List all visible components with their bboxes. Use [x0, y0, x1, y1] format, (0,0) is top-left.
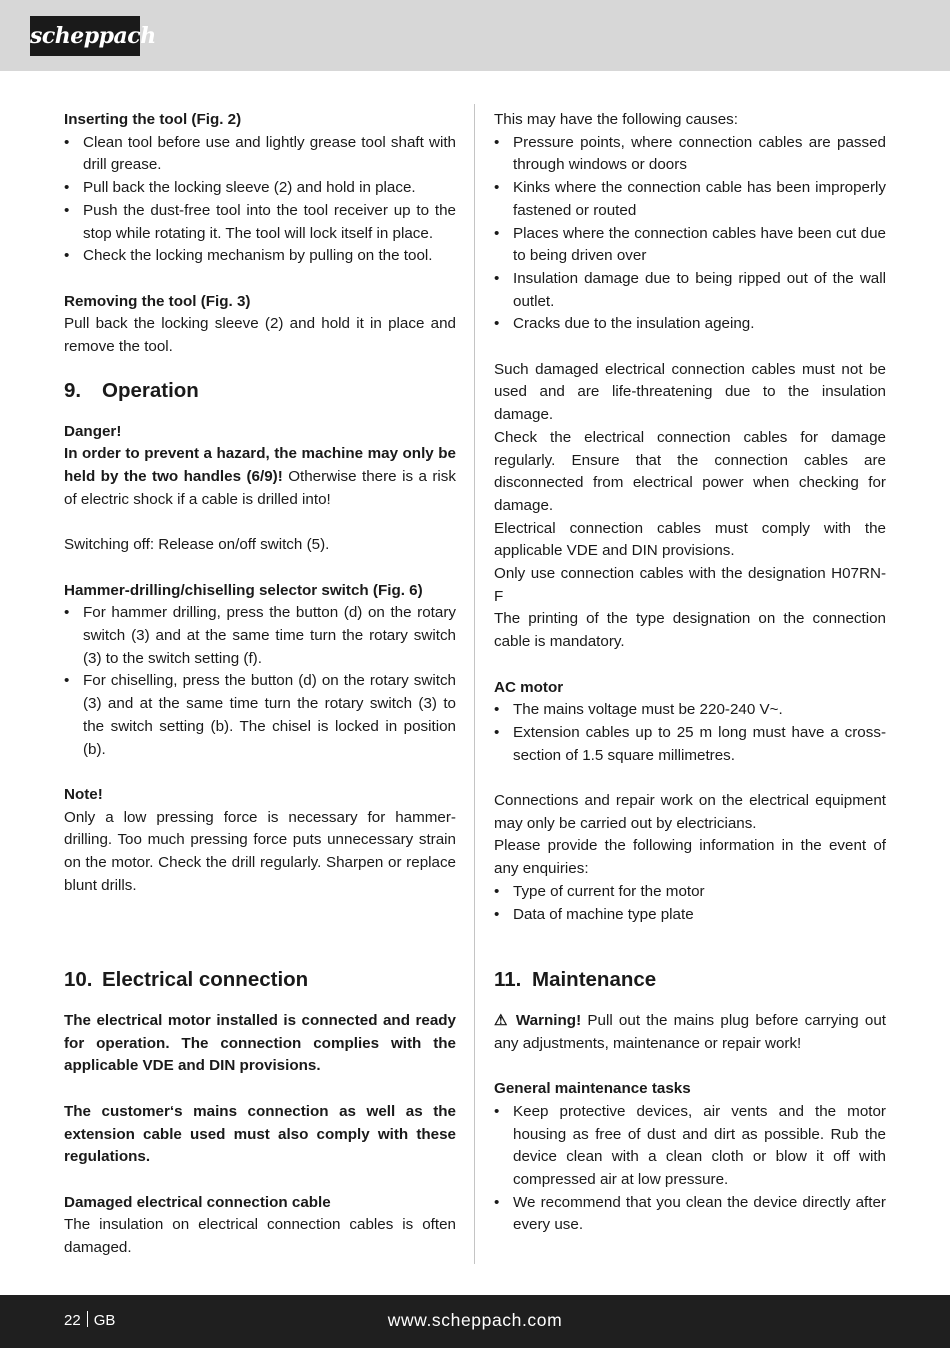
- remove-title: Removing the tool (Fig. 3): [64, 292, 251, 310]
- enquiry-text: Please provide the following information in the event of any enquiries:: [494, 837, 886, 878]
- list-item: • Places where the connection cables have been cut due to being driven over: [494, 223, 886, 268]
- list-item: • Extension cables up to 25 m long must have a cross-section of 1.5 square millimetres.: [494, 722, 886, 767]
- language-code: GB: [93, 1312, 116, 1329]
- electrical-bold-2: The customer‘s mains connection as well as the extension cable used must also comply with these regulations.: [64, 1102, 456, 1166]
- section-heading-maintenance: [494, 965, 886, 1010]
- list-item: • For hammer drilling, press the button (d) on the rotary switch (3) and at the same time turn the rotary switch (3) to the switch setting (f).: [64, 602, 456, 670]
- causes-list: [494, 132, 886, 336]
- repair-text: Connections and repair work on the electrical equipment may only be carried out by electricians.: [494, 792, 886, 832]
- maintenance-list: [494, 1101, 886, 1237]
- list-item: • Pressure points, where connection cables are passed through windows or doors: [494, 132, 886, 177]
- list-item: • We recommend that you clean the device directly after every use.: [494, 1192, 886, 1237]
- printing-text: The printing of the type designation on the connection cable is mandatory.: [494, 610, 886, 651]
- list-item: • Type of current for the motor: [494, 881, 886, 904]
- left-column: [64, 109, 456, 897]
- ac-motor-title: AC motor: [494, 678, 564, 696]
- column-divider: [474, 104, 475, 1264]
- section-title: Maintenance: [532, 968, 657, 991]
- list-item: • Data of machine type plate: [494, 904, 886, 927]
- scheppach-logo: scheppach: [30, 16, 140, 56]
- list-item: • Kinks where the connection cable has been improperly fastened or routed: [494, 177, 886, 222]
- remove-text: Pull back the locking sleeve (2) and hold it in place and remove the tool.: [64, 315, 456, 356]
- list-item: • Check the locking mechanism by pulling on the tool.: [64, 245, 456, 268]
- section-heading-electrical: [64, 965, 456, 1010]
- check-text: Check the electrical connection cables for damage regularly. Ensure that the connection cables are disconnected from electrical power when checking for damage.: [494, 428, 886, 514]
- list-item: • Insulation damage due to being ripped out of the wall outlet.: [494, 268, 886, 313]
- section-heading-operation: [64, 376, 456, 421]
- selector-list: [64, 602, 456, 761]
- maintenance-section: [494, 965, 886, 1237]
- warning-paragraph: [494, 1010, 886, 1055]
- website-url: www.scheppach.com: [387, 1310, 563, 1330]
- page-number-value: 22: [64, 1312, 81, 1329]
- switch-off-text: Switching off: Release on/off switch (5).: [64, 536, 330, 554]
- list-item: • Keep protective devices, air vents and the motor housing as free of dust and dirt as possible. Rub the device clean with a clean cloth or blow it off with compressed air at low pressure.: [494, 1101, 886, 1192]
- list-item: • Push the dust-free tool into the tool receiver up to the stop while rotating it. The tool will lock itself in place.: [64, 200, 456, 245]
- note-text: Only a low pressing force is necessary for hammer-drilling. Too much pressing force puts unnecessary strain on the motor. Check the drill regularly. Sharpen or replace blunt drills.: [64, 808, 456, 894]
- general-maintenance-title: General maintenance tasks: [494, 1080, 691, 1098]
- list-item: • Pull back the locking sleeve (2) and hold in place.: [64, 177, 456, 200]
- damaged-cable-text: The insulation on electrical connection cables is often damaged.: [64, 1216, 456, 1256]
- warning-label: Warning!: [515, 1012, 582, 1029]
- damaged-cable-title: Damaged electrical connection cable: [64, 1193, 331, 1211]
- electrical-section: [64, 965, 456, 1260]
- right-column: [494, 109, 886, 926]
- section-number: 9.: [64, 378, 82, 402]
- designation-text: Only use connection cables with the designation H07RN-F: [494, 565, 886, 605]
- danger-text: Otherwise there is a risk of electric shock if a cable is drilled into!: [64, 468, 456, 508]
- causes-intro: This may have the following causes:: [494, 111, 738, 128]
- enquiry-list: [494, 881, 886, 926]
- note-label: Note!: [64, 785, 103, 803]
- insert-list: [64, 132, 456, 268]
- electrical-bold-1: The electrical motor installed is connected and ready for operation. The connection complies with the applicable VDE and DIN provisions.: [64, 1012, 456, 1075]
- comply-text: Electrical connection cables must comply with the applicable VDE and DIN provisions.: [494, 519, 886, 560]
- danger-paragraph: [64, 443, 456, 511]
- section-title: Electrical connection: [102, 968, 309, 991]
- warning-text: Pull out the mains plug before carrying out any adjustments, maintenance or repair work!: [494, 1012, 886, 1052]
- list-item: • Cracks due to the insulation ageing.: [494, 313, 886, 336]
- list-item: • Clean tool before use and lightly grease tool shaft with drill grease.: [64, 132, 456, 177]
- danger-bold-text: In order to prevent a hazard, the machine may only be held by the two handles (6/9)!: [64, 445, 456, 486]
- footer-bar: [0, 1295, 950, 1348]
- ac-motor-list: [494, 699, 886, 767]
- selector-title: Hammer-drilling/chiselling selector switch (Fig. 6): [64, 581, 423, 599]
- list-item: • For chiselling, press the button (d) on the rotary switch (3) and at the same time turn the rotary switch (3) to the switch setting (b). The chisel is locked in position (b).: [64, 670, 456, 761]
- section-number: 11.: [494, 968, 522, 991]
- damaged-text: Such damaged electrical connection cables must not be used and are life-threatening due to the insulation damage.: [494, 360, 886, 424]
- danger-label: Danger!: [64, 422, 122, 440]
- warning-triangle-icon: ⚠: [494, 1012, 510, 1029]
- section-title: Operation: [102, 378, 199, 402]
- insert-title: Inserting the tool (Fig. 2): [64, 111, 242, 128]
- section-number: 10.: [64, 968, 93, 991]
- list-item: • The mains voltage must be 220-240 V~.: [494, 699, 886, 722]
- header-bar: [0, 0, 950, 71]
